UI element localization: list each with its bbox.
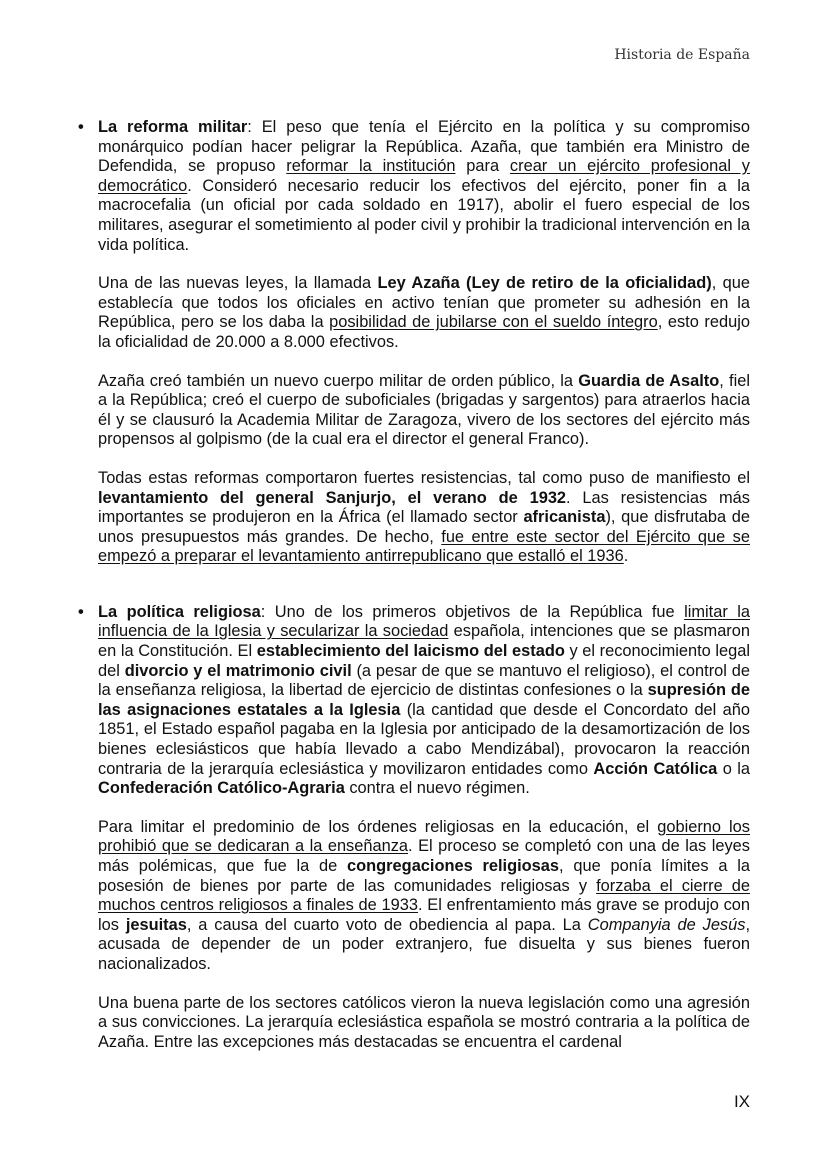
underlined-phrase: fue entre este sector del Ejército que se empezó a preparar el levantamiento antirrepublicano que estalló el 1936 bbox=[98, 527, 750, 566]
underlined-phrase: crear un ejército profesional y democrático bbox=[98, 157, 750, 195]
section-military-reform bbox=[78, 118, 750, 255]
italic-phrase: Companyia de Jesús bbox=[587, 915, 746, 934]
underlined-phrase: forzaba el cierre de muchos centros religiosos a finales de 1933 bbox=[98, 876, 750, 915]
paragraph-guardia-asalto: Azaña creó también un nuevo cuerpo militar de orden público, la Guardia de Asalto, fiel a la República; creó el cuerpo de suboficiales (brigadas y sargentos) para atraerlos hacia él y se clausuró la Academia Militar de Zaragoza, vivero de los sectores del ejército más propensos al golpismo (de la cual era el director el general Franco). bbox=[98, 371, 750, 449]
underlined-phrase: reformar la institución bbox=[286, 157, 456, 176]
bold-phrase: supresión de las asignaciones estatales a la Iglesia bbox=[98, 681, 750, 719]
section-title: La reforma militar bbox=[98, 118, 248, 136]
bold-phrase: levantamiento del general Sanjurjo, el verano de 1932 bbox=[98, 488, 567, 507]
bold-phrase: Confederación Católico-Agraria bbox=[98, 779, 345, 798]
bullet-marker: • bbox=[78, 602, 84, 621]
underlined-phrase: gobierno los prohibió que se dedicaran a la enseñanza bbox=[98, 817, 750, 856]
paragraph-congregaciones: Para limitar el predominio de los órdenes religiosas en la educación, el gobierno los prohibió que se dedicaran a la enseñanza. El proceso se completó con una de las leyes más polémicas, que fue la de congregaciones religiosas, que ponía límites a la posesión de bienes por parte de las comunidades religiosas y forzaba el cierre de muchos centros religiosos a finales de 1933. El enfrentamiento más grave se produjo con los jesuitas, a causa del cuarto voto de obediencia al papa. La Companyia de Jesús, acusada de depender de un poder extranjero, fue disuelta y sus bienes fueron nacionalizados. bbox=[98, 817, 751, 973]
bold-phrase: establecimiento del laicismo del estado bbox=[256, 642, 565, 661]
underlined-phrase: posibilidad de jubilarse con el sueldo íntegro bbox=[329, 313, 658, 332]
bold-phrase: congregaciones religiosas bbox=[347, 857, 560, 875]
bold-phrase: Guardia de Asalto bbox=[578, 371, 720, 390]
paragraph-military-intro: La reforma militar: El peso que tenía el Ejército en la política y su compromiso monárquico podían hacer peligrar la República. Azaña, que también era Ministro de Defendida, se propuso reformar la institución para crear un ejército profesional y democrático. Consideró necesario reducir los efectivos del ejército, poner fin a la macrocefalia (un oficial por cada soldado en 1917), abolir el fuero especial de los militares, asegurar el sometimiento al poder civil y prohibir la tradicional intervención en la vida política. bbox=[98, 118, 750, 254]
bold-phrase: divorcio y el matrimonio civil bbox=[124, 661, 352, 680]
paragraph-sectores-catolicos: Una buena parte de los sectores católicos vieron la nueva legislación como una agresión a sus convicciones. La jerarquía eclesiástica española se mostró contraria a la política de Azaña. Entre las excepciones más destacadas se encuentra el cardenal bbox=[98, 993, 750, 1051]
paragraph-religious-intro: La política religiosa: Uno de los primeros objetivos de la República fue limitar la influencia de la Iglesia y secularizar la sociedad española, intenciones que se plasmaron en la Constitución. El establecimiento del laicismo del estado y el reconocimiento legal del divorcio y el matrimonio civil (a pesar de que se mantuvo el religioso), el control de la enseñanza religiosa, la libertad de ejercicio de distintas confesiones o la supresión de las asignaciones estatales a la Iglesia (la cantidad que desde el Concordato del año 1851, el Estado español pagaba en la Iglesia por anticipado de la desamortización de los bienes eclesiásticos que había llevado a cabo Mendizábal), provocaron la reacción contraria de la jerarquía eclesiástica y movilizaron entidades como Acción Católica o la Confederación Católico-Agraria contra el nuevo régimen. bbox=[98, 602, 751, 798]
paragraph-resistencias: Todas estas reformas comportaron fuertes resistencias, tal como puso de manifiesto el levantamiento del general Sanjurjo, el verano de 1932. Las resistencias más importantes se produjeron en la África (el llamado sector africanista), que disfrutaba de unos presupuestos más grandes. De hecho, fue entre este sector del Ejército que se empezó a preparar el levantamiento antirrepublicano que estalló el 1936. bbox=[98, 468, 751, 566]
bold-phrase: jesuitas bbox=[125, 915, 187, 934]
page-number: IX bbox=[733, 1092, 750, 1111]
underlined-phrase: limitar la influencia de la Iglesia y secularizar la sociedad bbox=[98, 602, 750, 641]
bold-phrase: Ley Azaña (Ley de retiro de la oficialidad) bbox=[377, 274, 712, 293]
page-body bbox=[78, 118, 750, 1052]
running-header: Historia de España bbox=[614, 47, 750, 63]
bold-phrase: Acción Católica bbox=[593, 759, 718, 778]
section-religious-policy bbox=[78, 603, 750, 799]
section-title: La política religiosa bbox=[98, 602, 261, 621]
paragraph-ley-azana: Una de las nuevas leyes, la llamada Ley Azaña (Ley de retiro de la oficialidad), que establecía que todos los oficiales en activo tenían que prometer su adhesión en la República, pero se los daba la posibilidad de jubilarse con el sueldo íntegro, esto redujo la oficialidad de 20.000 a 8.000 efectivos. bbox=[98, 274, 750, 351]
bold-phrase: africanista bbox=[523, 508, 606, 527]
bullet-marker: • bbox=[78, 118, 84, 136]
